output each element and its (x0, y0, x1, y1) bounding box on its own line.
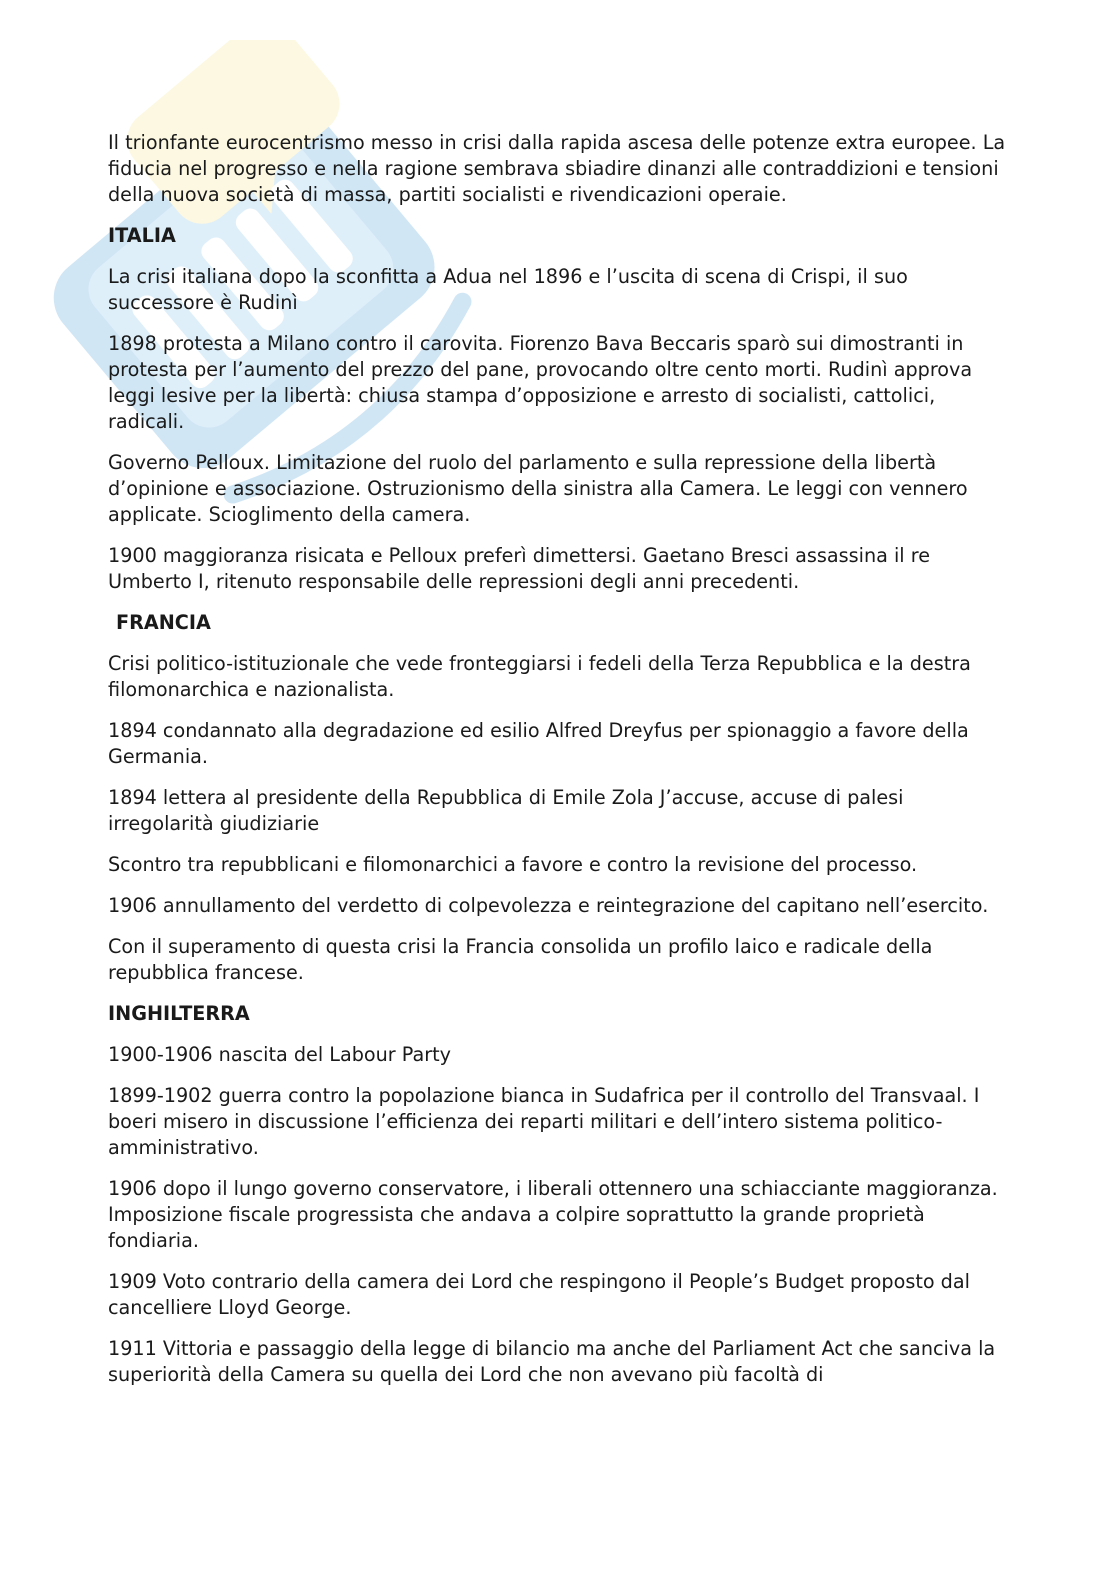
inghilterra-paragraph-2: 1899-1902 guerra contro la popolazione bianca in Sudafrica per il controllo del Transvaal. I boeri misero in discussione l’efficienza dei reparti militari e dell’intero sistema politico-amministrativo. (108, 1084, 980, 1159)
francia-paragraph-4: Scontro tra repubblicani e filomonarchici a favore e contro la revisione del processo. (108, 853, 918, 876)
document-body (108, 130, 1008, 1403)
italia-paragraph-3: Governo Pelloux. Limitazione del ruolo del parlamento e sulla repressione della libertà d’opinione e associazione. Ostruzionismo della sinistra alla Camera. Le leggi con vennero applicate. Scioglimento della camera. (108, 451, 968, 526)
italia-paragraph-2: 1898 protesta a Milano contro il carovita. Fiorenzo Bava Beccaris sparò sui dimostranti in protesta per l’aumento del prezzo del pane, provocando oltre cento morti. Rudinì approva leggi lesive per la libertà: chiusa stampa d’opposizione e arresto di socialisti, cattolici, radicali. (108, 332, 973, 433)
francia-paragraph-3: 1894 lettera al presidente della Repubblica di Emile Zola J’accuse, accuse di palesi irregolarità giudiziarie (108, 786, 904, 835)
francia-paragraph-6: Con il superamento di questa crisi la Francia consolida un profilo laico e radicale della repubblica francese. (108, 935, 933, 984)
section-heading-francia: FRANCIA (116, 611, 211, 634)
section-heading-inghilterra: INGHILTERRA (108, 1002, 250, 1025)
italia-paragraph-4: 1900 maggioranza risicata e Pelloux preferì dimettersi. Gaetano Bresci assassina il re Umberto I, ritenuto responsabile delle repressioni degli anni precedenti. (108, 544, 930, 593)
italia-paragraph-1: La crisi italiana dopo la sconfitta a Adua nel 1896 e l’uscita di scena di Crispi, il suo successore è Rudinì (108, 265, 908, 314)
francia-paragraph-2: 1894 condannato alla degradazione ed esilio Alfred Dreyfus per spionaggio a favore della Germania. (108, 719, 969, 768)
francia-paragraph-5: 1906 annullamento del verdetto di colpevolezza e reintegrazione del capitano nell’esercito. (108, 894, 989, 917)
inghilterra-paragraph-3: 1906 dopo il lungo governo conservatore, i liberali ottennero una schiacciante maggioranza. Imposizione fiscale progressista che andava a colpire soprattutto la grande proprietà fondiaria. (108, 1177, 998, 1252)
section-heading-italia: ITALIA (108, 224, 176, 247)
francia-paragraph-1: Crisi politico-istituzionale che vede fronteggiarsi i fedeli della Terza Repubblica e la destra filomonarchica e nazionalista. (108, 652, 971, 701)
inghilterra-paragraph-4: 1909 Voto contrario della camera dei Lord che respingono il People’s Budget proposto dal cancelliere Lloyd George. (108, 1270, 970, 1319)
intro-paragraph: Il trionfante eurocentrismo messo in crisi dalla rapida ascesa delle potenze extra europee. La fiducia nel progresso e nella ragione sembrava sbiadire dinanzi alle contraddizioni e tensioni della nuova società di massa, partiti socialisti e rivendicazioni operaie. (108, 131, 1006, 206)
inghilterra-paragraph-5: 1911 Vittoria e passaggio della legge di bilancio ma anche del Parliament Act che sanciva la superiorità della Camera su quella dei Lord che non avevano più facoltà di (108, 1337, 996, 1386)
inghilterra-paragraph-1: 1900-1906 nascita del Labour Party (108, 1043, 452, 1066)
